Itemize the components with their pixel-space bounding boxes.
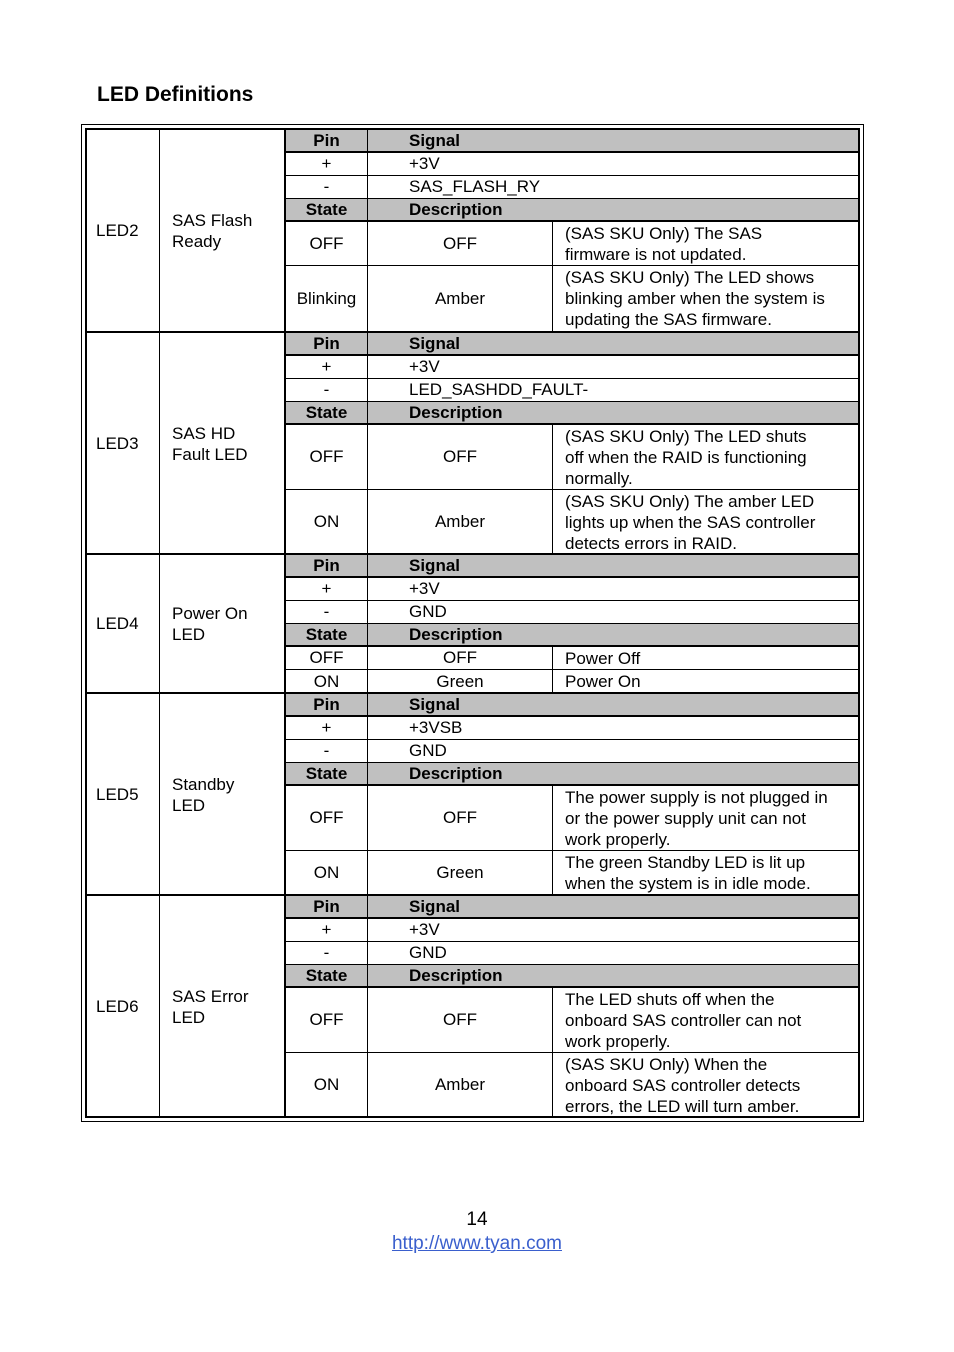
led-id: LED5 <box>87 694 160 895</box>
description-value: (SAS SKU Only) The LED shows blinking amber when the system is updating the SAS firmware. <box>565 268 825 329</box>
led-block-led5 <box>87 692 858 895</box>
pin-value: - <box>286 379 368 401</box>
website-link[interactable]: http://www.tyan.com <box>391 1233 562 1254</box>
pin-value: - <box>286 942 368 964</box>
state-row <box>286 425 858 490</box>
pin-row <box>286 717 858 740</box>
state-value: ON <box>286 1053 368 1117</box>
pin-row <box>286 740 858 763</box>
state-value: ON <box>286 851 368 895</box>
state-row <box>286 222 858 266</box>
signal-header: Signal <box>409 896 461 916</box>
description-header: Description <box>409 965 503 985</box>
state-row <box>286 490 858 554</box>
state-description-header <box>286 199 858 222</box>
state-row <box>286 266 858 331</box>
led-detail-grid <box>286 555 858 693</box>
pin-value: - <box>286 601 368 623</box>
led-block-led3 <box>87 331 858 554</box>
led-color-value: Amber <box>368 266 553 331</box>
led-detail-grid <box>286 333 858 554</box>
led-color-value: OFF <box>368 988 553 1052</box>
pin-row <box>286 356 858 379</box>
led-color-value: Green <box>368 851 553 895</box>
pin-value: + <box>286 578 368 600</box>
description-value: (SAS SKU Only) The LED shuts off when the RAID is functioning normally. <box>565 426 807 488</box>
led-color-value: OFF <box>368 222 553 265</box>
table-body <box>85 128 860 1118</box>
state-value: ON <box>286 670 368 693</box>
footer-link-container <box>0 1233 954 1255</box>
led-detail-grid <box>286 130 858 331</box>
state-value: Blinking <box>286 266 368 331</box>
state-description-header <box>286 965 858 988</box>
description-value: (SAS SKU Only) The amber LED lights up when the SAS controller detects errors in RAID. <box>565 491 816 553</box>
led-block-led6 <box>87 894 858 1117</box>
pin-value: + <box>286 919 368 941</box>
description-value: The power supply is not plugged in or the power supply unit can not work properly. <box>565 787 828 849</box>
description-value: Power On <box>565 672 641 691</box>
state-description-header <box>286 402 858 425</box>
pin-value: - <box>286 176 368 198</box>
state-row <box>286 786 858 851</box>
led-detail-grid <box>286 896 858 1117</box>
state-row <box>286 670 858 693</box>
description-value: Power Off <box>565 648 641 668</box>
signal-value: +3V <box>409 920 440 939</box>
state-header: State <box>286 965 368 986</box>
state-header: State <box>286 624 368 645</box>
page-number: 14 <box>466 1209 488 1230</box>
pin-value: + <box>286 717 368 739</box>
description-value: (SAS SKU Only) When the onboard SAS controller detects errors, the LED will turn amber. <box>565 1054 801 1116</box>
pin-header: Pin <box>286 555 368 576</box>
pin-row <box>286 919 858 942</box>
pin-value: - <box>286 740 368 762</box>
state-value: OFF <box>286 786 368 850</box>
signal-value: +3VSB <box>409 718 463 737</box>
led-block-led4 <box>87 553 858 693</box>
state-row <box>286 988 858 1053</box>
signal-header: Signal <box>409 333 461 353</box>
description-value: (SAS SKU Only) The SAS firmware is not updated. <box>565 223 763 264</box>
state-value: OFF <box>286 425 368 489</box>
signal-value: GND <box>409 602 447 621</box>
state-row <box>286 1053 858 1117</box>
state-value: OFF <box>286 222 368 265</box>
led-name: SAS Error LED <box>160 896 286 1117</box>
led-color-value: OFF <box>368 647 553 669</box>
pin-row <box>286 578 858 601</box>
led-definitions-table <box>81 124 864 1122</box>
pin-row <box>286 942 858 965</box>
pin-signal-header <box>286 130 858 153</box>
signal-header: Signal <box>409 694 461 714</box>
led-color-value: OFF <box>368 786 553 850</box>
led-name: Power On LED <box>160 555 286 693</box>
led-id: LED3 <box>87 333 160 554</box>
signal-value: +3V <box>409 154 440 173</box>
signal-value: +3V <box>409 579 440 598</box>
led-name: Standby LED <box>160 694 286 895</box>
led-color-value: OFF <box>368 425 553 489</box>
state-header: State <box>286 402 368 423</box>
signal-value: +3V <box>409 357 440 376</box>
state-description-header <box>286 763 858 786</box>
pin-value: + <box>286 356 368 378</box>
pin-row <box>286 153 858 176</box>
led-name: SAS HD Fault LED <box>160 333 286 554</box>
state-value: OFF <box>286 647 368 669</box>
description-header: Description <box>409 624 503 644</box>
signal-value: SAS_FLASH_RY <box>409 177 541 196</box>
state-value: ON <box>286 490 368 554</box>
state-value: OFF <box>286 988 368 1052</box>
state-row <box>286 851 858 895</box>
led-name: SAS Flash Ready <box>160 130 286 331</box>
pin-row <box>286 176 858 199</box>
pin-row <box>286 601 858 624</box>
signal-header: Signal <box>409 130 461 150</box>
signal-header: Signal <box>409 555 461 575</box>
description-value: The LED shuts off when the onboard SAS controller can not work properly. <box>565 989 802 1051</box>
signal-value: LED_SASHDD_FAULT- <box>409 380 589 399</box>
signal-value: GND <box>409 741 447 760</box>
pin-signal-header <box>286 555 858 578</box>
led-block-led2 <box>87 130 858 331</box>
state-row <box>286 647 858 670</box>
pin-signal-header <box>286 333 858 356</box>
led-id: LED6 <box>87 896 160 1117</box>
led-color-value: Amber <box>368 1053 553 1117</box>
pin-value: + <box>286 153 368 175</box>
pin-header: Pin <box>286 896 368 917</box>
description-header: Description <box>409 763 503 783</box>
pin-header: Pin <box>286 130 368 151</box>
pin-header: Pin <box>286 694 368 715</box>
pin-row <box>286 379 858 402</box>
led-id: LED2 <box>87 130 160 331</box>
pin-signal-header <box>286 896 858 919</box>
signal-value: GND <box>409 943 447 962</box>
description-header: Description <box>409 199 503 219</box>
led-detail-grid <box>286 694 858 895</box>
led-color-value: Green <box>368 670 553 693</box>
state-description-header <box>286 624 858 647</box>
description-value: The green Standby LED is lit up when the system is in idle mode. <box>565 853 811 893</box>
state-header: State <box>286 763 368 784</box>
led-id: LED4 <box>87 555 160 693</box>
section-title: LED Definitions <box>97 83 254 106</box>
state-header: State <box>286 199 368 220</box>
pin-header: Pin <box>286 333 368 354</box>
led-color-value: Amber <box>368 490 553 554</box>
description-header: Description <box>409 402 503 422</box>
pin-signal-header <box>286 694 858 717</box>
